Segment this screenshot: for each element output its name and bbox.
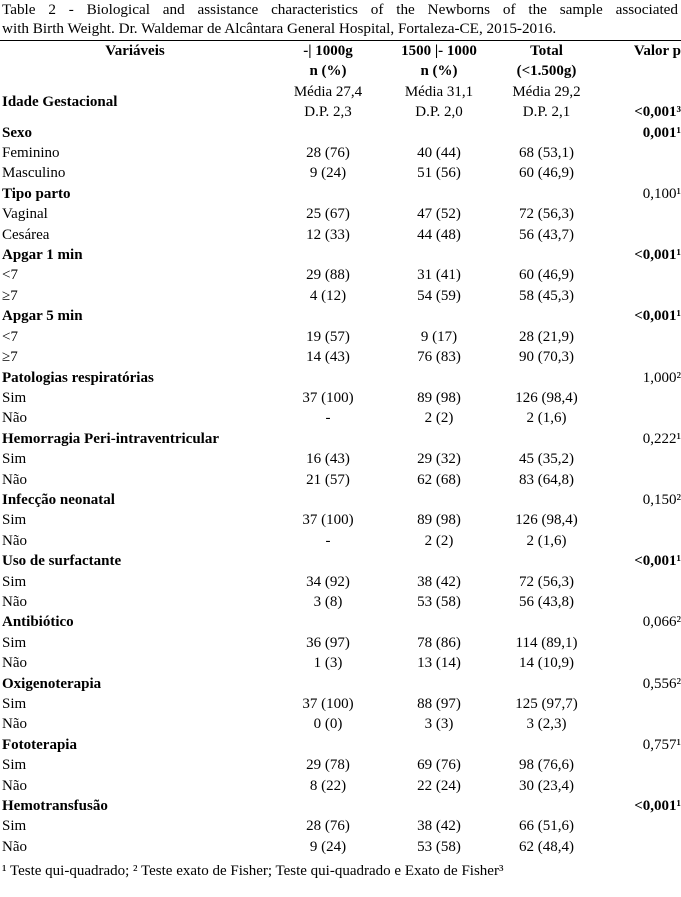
cell-p-value: 0,001¹	[642, 124, 681, 141]
cell-group-1	[268, 735, 386, 755]
cell-group-2: 62 (68)	[417, 471, 461, 488]
cell-p-value	[601, 755, 681, 775]
cell-total: 2 (1,6)	[526, 410, 567, 427]
row-label: Uso de surfactante	[2, 553, 122, 570]
cell-group-2: 2 (2)	[424, 532, 454, 549]
cell-p-value: <0,001¹	[634, 798, 681, 815]
cell-group-2	[386, 735, 490, 755]
row-label: ≥7	[2, 287, 18, 304]
cell-total: 72 (56,3)	[519, 206, 574, 223]
row-label: Não	[2, 777, 27, 794]
row-label: Hemotransfusão	[2, 798, 108, 815]
cell-p-value	[601, 592, 681, 612]
cell-p-value	[601, 776, 681, 796]
cell-total: 62 (48,4)	[519, 838, 574, 855]
header-group-1	[268, 41, 386, 82]
cell-group-1	[268, 796, 386, 816]
table-section-row	[0, 429, 681, 449]
table-section-row	[0, 796, 681, 816]
cell-group-1: 9 (24)	[309, 838, 347, 855]
table-section-row	[0, 123, 681, 143]
header-group-2	[386, 41, 490, 82]
cell-total	[490, 551, 601, 571]
header-group-1-title: -| 1000g	[303, 43, 353, 59]
row-label: Sim	[2, 757, 27, 774]
header-valor-p: Valor p	[601, 41, 681, 82]
cell-group-1: 21 (57)	[306, 471, 350, 488]
cell-group-2	[386, 245, 490, 265]
cell-total: 30 (23,4)	[519, 777, 574, 794]
cell-total	[490, 796, 601, 816]
cell-group-2: 88 (97)	[417, 696, 461, 712]
header-group-1-unit: n (%)	[309, 63, 347, 80]
cell-group-1: 8 (22)	[309, 777, 347, 794]
cell-group-2: 38 (42)	[417, 573, 461, 590]
cell-p-value	[601, 572, 681, 592]
cell-group-2	[386, 368, 490, 388]
cell-total: 56 (43,8)	[519, 593, 574, 610]
table-section-row	[0, 306, 681, 326]
cell-total	[490, 306, 601, 326]
cell-group-1: 37 (100)	[302, 389, 354, 406]
cell-group-1: -	[325, 410, 331, 427]
cell-group-1	[268, 674, 386, 694]
cell-group-1: 19 (57)	[306, 328, 350, 345]
cell-p-value	[601, 633, 681, 653]
cell-group-1: 4 (12)	[309, 287, 347, 304]
cell-group-2: 47 (52)	[417, 206, 461, 223]
cell-group-1: 37 (100)	[302, 512, 354, 529]
table-row	[0, 265, 681, 285]
row-label: Antibiótico	[2, 614, 74, 631]
cell-total: 98 (76,6)	[519, 757, 574, 774]
cell-total: 14 (10,9)	[519, 655, 574, 672]
idade-g2-mean: Média 31,1	[404, 83, 474, 100]
cell-total	[490, 674, 601, 694]
cell-group-2	[386, 612, 490, 632]
cell-p-value	[601, 694, 681, 714]
cell-total: 126 (98,4)	[515, 389, 578, 406]
cell-total	[490, 123, 601, 143]
cell-group-1	[268, 306, 386, 326]
cell-group-1: 29 (88)	[306, 267, 350, 284]
row-label: Feminino	[2, 145, 60, 162]
cell-group-1: 0 (0)	[313, 716, 343, 733]
cell-group-2: 54 (59)	[417, 287, 461, 304]
cell-p-value	[601, 204, 681, 224]
table-row	[0, 327, 681, 347]
header-total-title: Total	[530, 43, 563, 59]
cell-group-1: 34 (92)	[306, 573, 350, 590]
cell-total	[490, 245, 601, 265]
table-row	[0, 633, 681, 653]
cell-p-value	[601, 163, 681, 183]
idade-p-value: <0,001³	[634, 104, 681, 121]
cell-p-value	[601, 347, 681, 367]
idade-total-mean: Média 29,2	[512, 83, 581, 100]
cell-group-2: 78 (86)	[417, 634, 461, 651]
table-row	[0, 592, 681, 612]
cell-group-1: -	[325, 532, 331, 549]
table-row	[0, 347, 681, 367]
cell-total: 66 (51,6)	[519, 818, 574, 835]
cell-group-1	[268, 184, 386, 204]
cell-group-1: 37 (100)	[302, 696, 354, 712]
row-label: Sim	[2, 512, 27, 529]
table-section-row	[0, 674, 681, 694]
cell-p-value	[601, 531, 681, 551]
row-label: <7	[2, 267, 18, 284]
row-label: Hemorragia Peri-intraventricular	[2, 430, 220, 447]
cell-total: 114 (89,1)	[515, 634, 578, 651]
table-row	[0, 531, 681, 551]
row-label: Não	[2, 593, 27, 610]
cell-p-value	[601, 510, 681, 530]
cell-group-2	[386, 429, 490, 449]
cell-p-value	[601, 837, 681, 857]
table-row	[0, 286, 681, 306]
table-section-row	[0, 184, 681, 204]
cell-group-2	[386, 123, 490, 143]
header-group-2-unit: n (%)	[420, 63, 458, 80]
cell-total: 68 (53,1)	[519, 145, 574, 162]
cell-total: 90 (70,3)	[519, 349, 574, 366]
header-row	[0, 41, 681, 82]
row-label: Não	[2, 532, 27, 549]
cell-p-value	[601, 653, 681, 673]
cell-group-1: 12 (33)	[306, 226, 350, 243]
row-label: Fototerapia	[2, 736, 77, 753]
cell-p-value: 0,556²	[642, 675, 681, 692]
cell-total: 125 (97,7)	[515, 696, 578, 712]
cell-total	[490, 184, 601, 204]
row-label: Não	[2, 838, 27, 855]
table-section-row	[0, 490, 681, 510]
row-label: Vaginal	[2, 206, 48, 223]
row-label: ≥7	[2, 349, 18, 366]
cell-p-value	[601, 388, 681, 408]
table-row	[0, 225, 681, 245]
table-row	[0, 408, 681, 428]
table-row	[0, 143, 681, 163]
cell-total: 72 (56,3)	[519, 573, 574, 590]
cell-group-1: 16 (43)	[306, 451, 350, 468]
caption-line-2: with Birth Weight. Dr. Waldemar de Alcântara General Hospital, Fortaleza-CE, 2015-2016.	[2, 20, 557, 37]
table-footnote: ¹ Teste qui-quadrado; ² Teste exato de Fisher; Teste qui-quadrado e Exato de Fisher³	[2, 863, 504, 879]
cell-group-1	[268, 245, 386, 265]
cell-group-2	[386, 551, 490, 571]
table-row	[0, 163, 681, 183]
cell-p-value	[601, 449, 681, 469]
table-body	[0, 123, 681, 858]
cell-group-2	[386, 674, 490, 694]
cell-p-value: 0,150²	[642, 491, 681, 508]
row-label: Sim	[2, 696, 27, 712]
cell-total	[490, 490, 601, 510]
cell-p-value: <0,001¹	[634, 247, 681, 264]
cell-p-value	[601, 225, 681, 245]
cell-group-2: 89 (98)	[417, 512, 461, 529]
table-caption	[2, 0, 678, 38]
header-total	[490, 41, 601, 82]
cell-group-1	[268, 551, 386, 571]
cell-p-value	[601, 408, 681, 428]
cell-group-2: 40 (44)	[417, 145, 461, 162]
table-row	[0, 653, 681, 673]
cell-p-value: 0,757¹	[642, 736, 681, 753]
cell-p-value	[601, 265, 681, 285]
cell-group-2: 69 (76)	[417, 757, 461, 774]
cell-group-1	[268, 490, 386, 510]
cell-p-value: 0,066²	[642, 614, 681, 631]
idade-row-1	[0, 82, 681, 102]
cell-p-value	[601, 816, 681, 836]
cell-total: 126 (98,4)	[515, 512, 578, 529]
row-label: Sim	[2, 573, 27, 590]
row-label: Não	[2, 716, 27, 733]
table-row	[0, 837, 681, 857]
row-label: Sexo	[2, 124, 32, 141]
idade-g1-mean: Média 27,4	[293, 83, 363, 100]
table-row	[0, 694, 681, 714]
cell-group-2: 13 (14)	[417, 655, 461, 672]
cell-p-value	[601, 327, 681, 347]
table-row	[0, 816, 681, 836]
header-total-unit: (<1.500g)	[516, 63, 577, 80]
cell-total	[490, 368, 601, 388]
table-section-row	[0, 245, 681, 265]
row-label: Sim	[2, 451, 27, 468]
cell-p-value: <0,001¹	[634, 553, 681, 570]
cell-group-2	[386, 306, 490, 326]
cell-group-2: 89 (98)	[417, 389, 461, 406]
row-label: <7	[2, 328, 18, 345]
idade-g2-sd: D.P. 2,0	[415, 104, 463, 121]
row-label: Cesárea	[2, 226, 50, 243]
table-section-row	[0, 735, 681, 755]
cell-total	[490, 429, 601, 449]
cell-p-value: 0,100¹	[642, 185, 681, 202]
idade-g1-sd: D.P. 2,3	[304, 104, 352, 121]
row-label: Sim	[2, 634, 27, 651]
cell-group-1: 9 (24)	[309, 165, 347, 182]
table-section-row	[0, 368, 681, 388]
cell-group-1	[268, 123, 386, 143]
cell-group-2	[386, 490, 490, 510]
row-label: Apgar 1 min	[2, 247, 83, 264]
cell-total: 56 (43,7)	[519, 226, 574, 243]
row-label: Tipo parto	[2, 185, 71, 202]
cell-group-2: 53 (58)	[417, 838, 461, 855]
cell-group-2: 29 (32)	[417, 451, 461, 468]
cell-p-value	[601, 143, 681, 163]
table-row	[0, 714, 681, 734]
cell-group-1	[268, 429, 386, 449]
cell-group-2: 53 (58)	[417, 593, 461, 610]
cell-group-2: 44 (48)	[417, 226, 461, 243]
row-label: Oxigenoterapia	[2, 675, 102, 692]
cell-group-2	[386, 184, 490, 204]
cell-total: 28 (21,9)	[519, 328, 574, 345]
row-label: Não	[2, 655, 27, 672]
row-label: Patologias respiratórias	[2, 369, 154, 386]
cell-group-1: 29 (78)	[306, 757, 350, 774]
cell-group-2: 51 (56)	[417, 165, 461, 182]
cell-group-1: 28 (76)	[306, 818, 350, 835]
cell-group-1: 1 (3)	[313, 655, 343, 672]
cell-group-1: 28 (76)	[306, 145, 350, 162]
header-group-2-title: 1500 |- 1000	[401, 43, 477, 59]
cell-group-2: 76 (83)	[417, 349, 461, 366]
table-row	[0, 510, 681, 530]
table-row	[0, 572, 681, 592]
cell-group-1: 14 (43)	[306, 349, 350, 366]
idade-total-sd: D.P. 2,1	[522, 104, 571, 121]
cell-group-2: 3 (3)	[424, 716, 454, 733]
table-row	[0, 388, 681, 408]
row-label: Sim	[2, 818, 27, 835]
row-label: Não	[2, 410, 27, 427]
row-label: Infecção neonatal	[2, 491, 115, 508]
cell-group-2: 31 (41)	[417, 267, 461, 284]
cell-group-2: 9 (17)	[420, 328, 458, 345]
caption-line-1: Table 2 - Biological and assistance characteristics of the Newborns of the sample associated	[2, 1, 678, 18]
cell-p-value: <0,001¹	[634, 308, 681, 325]
cell-p-value: 0,222¹	[642, 430, 681, 447]
row-label: Apgar 5 min	[2, 308, 83, 325]
cell-group-2: 2 (2)	[424, 410, 454, 427]
cell-total	[490, 735, 601, 755]
cell-p-value	[601, 470, 681, 490]
cell-total: 3 (2,3)	[526, 716, 567, 733]
table-section-row	[0, 551, 681, 571]
cell-total	[490, 612, 601, 632]
cell-total: 83 (64,8)	[519, 471, 574, 488]
table-row	[0, 755, 681, 775]
table-row	[0, 204, 681, 224]
table-row	[0, 449, 681, 469]
cell-p-value	[601, 286, 681, 306]
table-row	[0, 470, 681, 490]
cell-group-2	[386, 796, 490, 816]
header-variaveis: Variáveis	[0, 41, 268, 82]
cell-group-2: 22 (24)	[417, 777, 461, 794]
cell-p-value	[601, 714, 681, 734]
cell-group-1	[268, 368, 386, 388]
cell-group-1: 36 (97)	[306, 634, 350, 651]
cell-total: 58 (45,3)	[519, 287, 574, 304]
cell-total: 45 (35,2)	[519, 451, 574, 468]
row-label: Não	[2, 471, 27, 488]
table-section-row	[0, 612, 681, 632]
row-label: Sim	[2, 389, 27, 406]
cell-group-1: 3 (8)	[313, 593, 343, 610]
cell-total: 60 (46,9)	[519, 267, 574, 284]
cell-group-2: 38 (42)	[417, 818, 461, 835]
cell-total: 2 (1,6)	[526, 532, 567, 549]
row-label: Masculino	[2, 165, 66, 182]
idade-label: Idade Gestacional	[2, 94, 118, 111]
cell-group-1: 25 (67)	[306, 206, 350, 223]
cell-total: 60 (46,9)	[519, 165, 574, 182]
cell-p-value: 1,000²	[642, 369, 681, 386]
table-row	[0, 776, 681, 796]
data-table	[0, 40, 681, 857]
cell-group-1	[268, 612, 386, 632]
